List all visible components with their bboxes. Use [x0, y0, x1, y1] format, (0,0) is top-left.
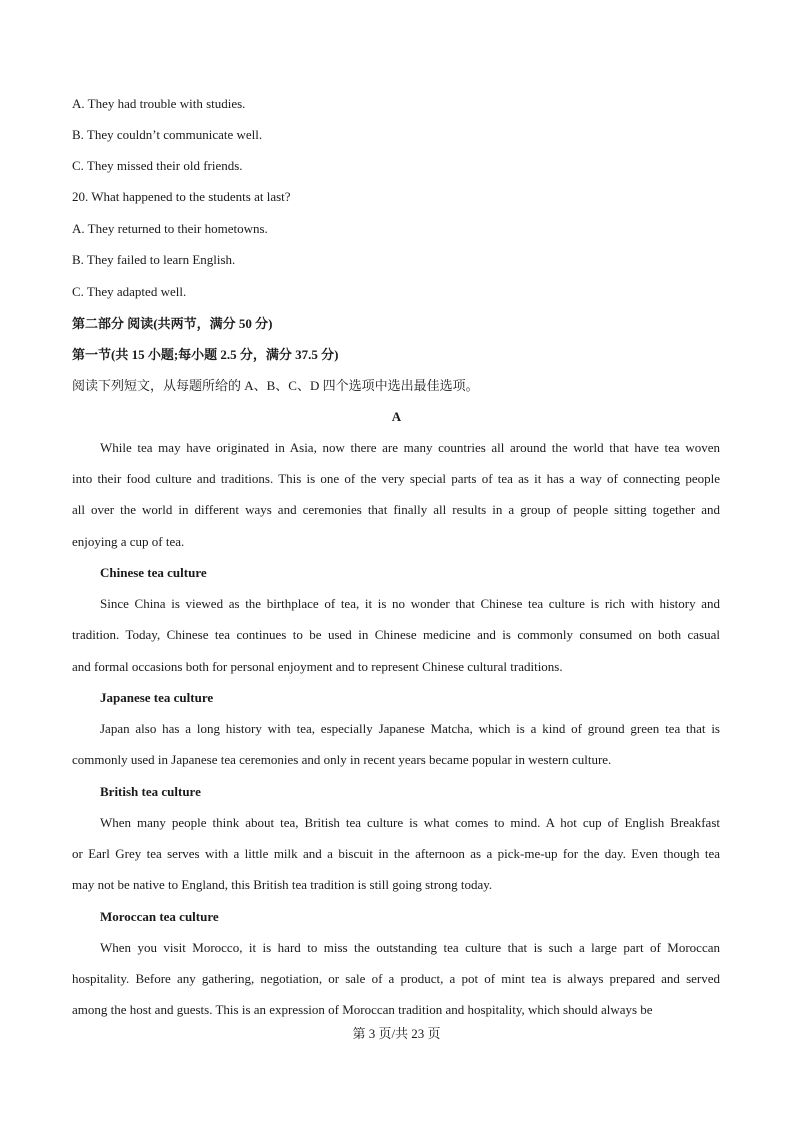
paragraph-line: When many people think about tea, British tea culture is what comes to mind. A hot cup of English Breakfast [100, 815, 720, 830]
paragraph-line: and formal occasions both for personal enjoyment and to represent Chinese cultural traditions. [72, 659, 563, 674]
option-a-q19: A. They had trouble with studies. [72, 96, 246, 111]
option-b-q19: B. They couldn’t communicate well. [72, 127, 263, 142]
intro-line: all over the world in different ways and ceremonies that finally all results in a group of people sitting together and [72, 502, 720, 517]
section-heading-moroccan: Moroccan tea culture [100, 909, 219, 924]
paragraph-line: Japan also has a long history with tea, especially Japanese Matcha, which is a kind of ground green tea that is [100, 721, 720, 736]
paragraph-line: among the host and guests. This is an expression of Moroccan tradition and hospitality, which should always be [72, 1002, 653, 1017]
paragraph-line: may not be native to England, this British tea tradition is still going strong today. [72, 877, 493, 892]
option-b-q20: B. They failed to learn English. [72, 252, 236, 267]
section-heading-japanese: Japanese tea culture [100, 690, 214, 705]
passage-label: A [391, 409, 402, 424]
paragraph-line: tradition. Today, Chinese tea continues to be used in Chinese medicine and is commonly consumed on both casual [72, 627, 720, 642]
section-heading-british: British tea culture [100, 784, 201, 799]
paragraph-line: Since China is viewed as the birthplace of tea, it is no wonder that Chinese tea culture is rich with history and [100, 596, 720, 611]
reading-instruction: 阅读下列短文，从每题所给的 A、B、C、D 四个选项中选出最佳选项。 [72, 378, 479, 393]
option-a-q20: A. They returned to their hometowns. [72, 221, 268, 236]
part-two-title: 第二部分 阅读(共两节，满分 50 分) [72, 316, 273, 331]
paragraph-line: When you visit Morocco, it is hard to miss the outstanding tea culture that is such a large part of Moroccan [100, 940, 720, 955]
section-heading-chinese: Chinese tea culture [100, 565, 207, 580]
page-number: 第 3 页/共 23 页 [352, 1026, 441, 1041]
option-c-q19: C. They missed their old friends. [72, 158, 243, 173]
option-c-q20: C. They adapted well. [72, 284, 187, 299]
question-20: 20. What happened to the students at last? [72, 189, 291, 204]
intro-line: enjoying a cup of tea. [72, 534, 185, 549]
intro-line: While tea may have originated in Asia, now there are many countries all around the world that have tea woven [100, 440, 720, 455]
paragraph-line: commonly used in Japanese tea ceremonies and only in recent years became popular in western culture. [72, 752, 612, 767]
paragraph-line: hospitality. Before any gathering, negotiation, or sale of a product, a pot of mint tea is always prepared and served [72, 971, 720, 986]
paragraph-line: or Earl Grey tea serves with a little milk and a biscuit in the afternoon as a pick-me-up for the day. Even though tea [72, 846, 720, 861]
intro-line: into their food culture and traditions. This is one of the very special parts of tea as it has a way of connecting people [72, 471, 720, 486]
subsection-title: 第一节(共 15 小题;每小题 2.5 分，满分 37.5 分) [72, 347, 339, 362]
